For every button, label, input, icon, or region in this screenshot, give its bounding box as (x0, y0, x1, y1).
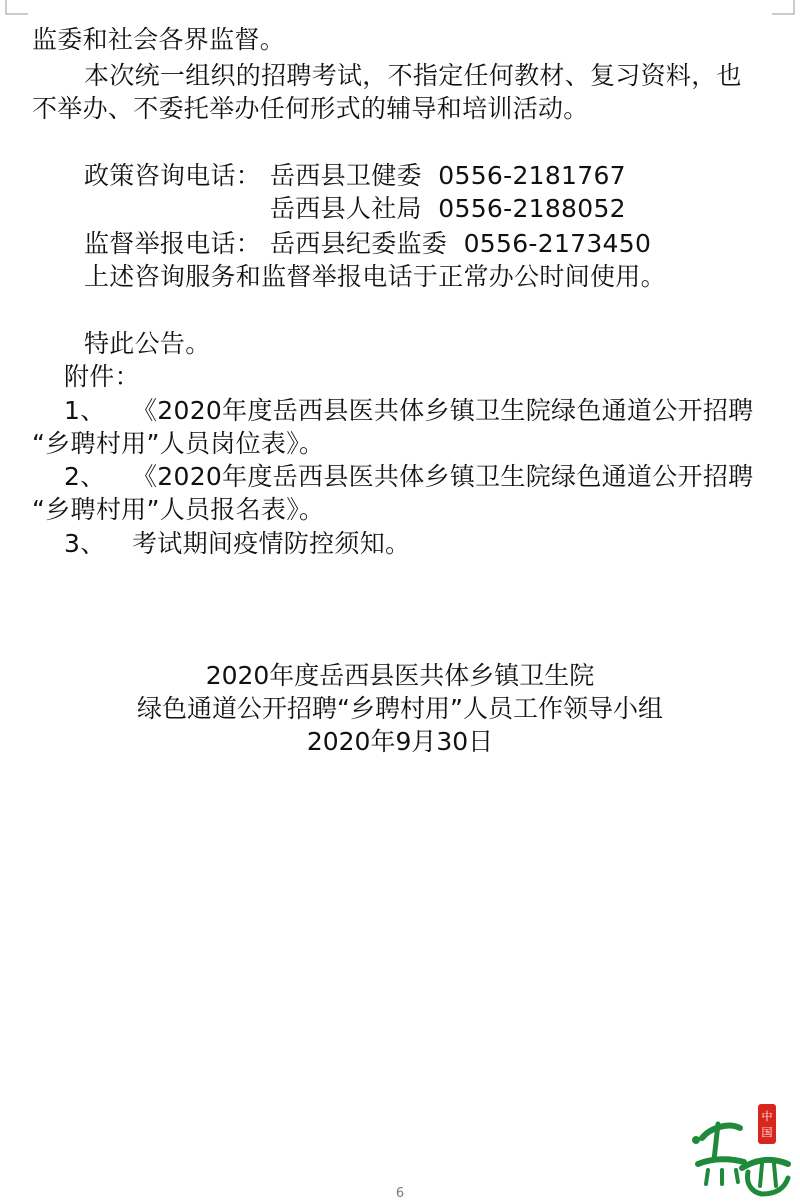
policy-consult-phone-2: 岳西县人社局 0556-2188052 (270, 194, 626, 223)
attachment-3-title: 考试期间疫情防控须知。 (132, 529, 411, 558)
contact-usage-note: 上述咨询服务和监督举报电话于正常办公时间使用。 (84, 262, 666, 291)
attachment-3-number: 3、 (64, 529, 106, 558)
yuexi-logo-watermark (688, 1098, 798, 1198)
attachment-1-title-cont: “乡聘村用”人员岗位表》。 (32, 429, 325, 458)
policy-consult-label: 政策咨询电话： (84, 161, 262, 190)
attachment-1-title: 《2020年度岳西县医共体乡镇卫生院绿色通道公开招聘 (132, 396, 754, 425)
svg-text:国: 国 (761, 1126, 773, 1139)
svg-text:中: 中 (761, 1110, 773, 1123)
paragraph-line: 本次统一组织的招聘考试，不指定任何教材、复习资料，也 (84, 61, 742, 90)
signature-org-line-1: 2020年度岳西县医共体乡镇卫生院 (205, 661, 595, 690)
attachments-label: 附件： (64, 362, 140, 391)
policy-consult-phone-1: 岳西县卫健委 0556-2181767 (270, 161, 626, 190)
paragraph-line: 不举办、不委托举办任何形式的辅导和培训活动。 (32, 94, 589, 123)
closing-statement: 特此公告。 (84, 329, 211, 358)
signature-org-line-2: 绿色通道公开招聘“乡聘村用”人员工作领导小组 (137, 694, 663, 723)
signature-date: 2020年9月30日 (306, 727, 494, 756)
page-number: 6 (395, 1186, 405, 1201)
report-label: 监督举报电话： (84, 229, 262, 258)
attachment-2-title: 《2020年度岳西县医共体乡镇卫生院绿色通道公开招聘 (132, 462, 754, 491)
attachment-2-number: 2、 (64, 462, 106, 491)
attachment-2-title-cont: “乡聘村用”人员报名表》。 (32, 495, 325, 524)
report-phone: 岳西县纪委监委 0556-2173450 (270, 229, 652, 258)
paragraph-line: 监委和社会各界监督。 (32, 25, 286, 54)
page-corner-mark-left (0, 0, 30, 20)
page-corner-mark-right (770, 0, 800, 20)
attachment-1-number: 1、 (64, 396, 106, 425)
